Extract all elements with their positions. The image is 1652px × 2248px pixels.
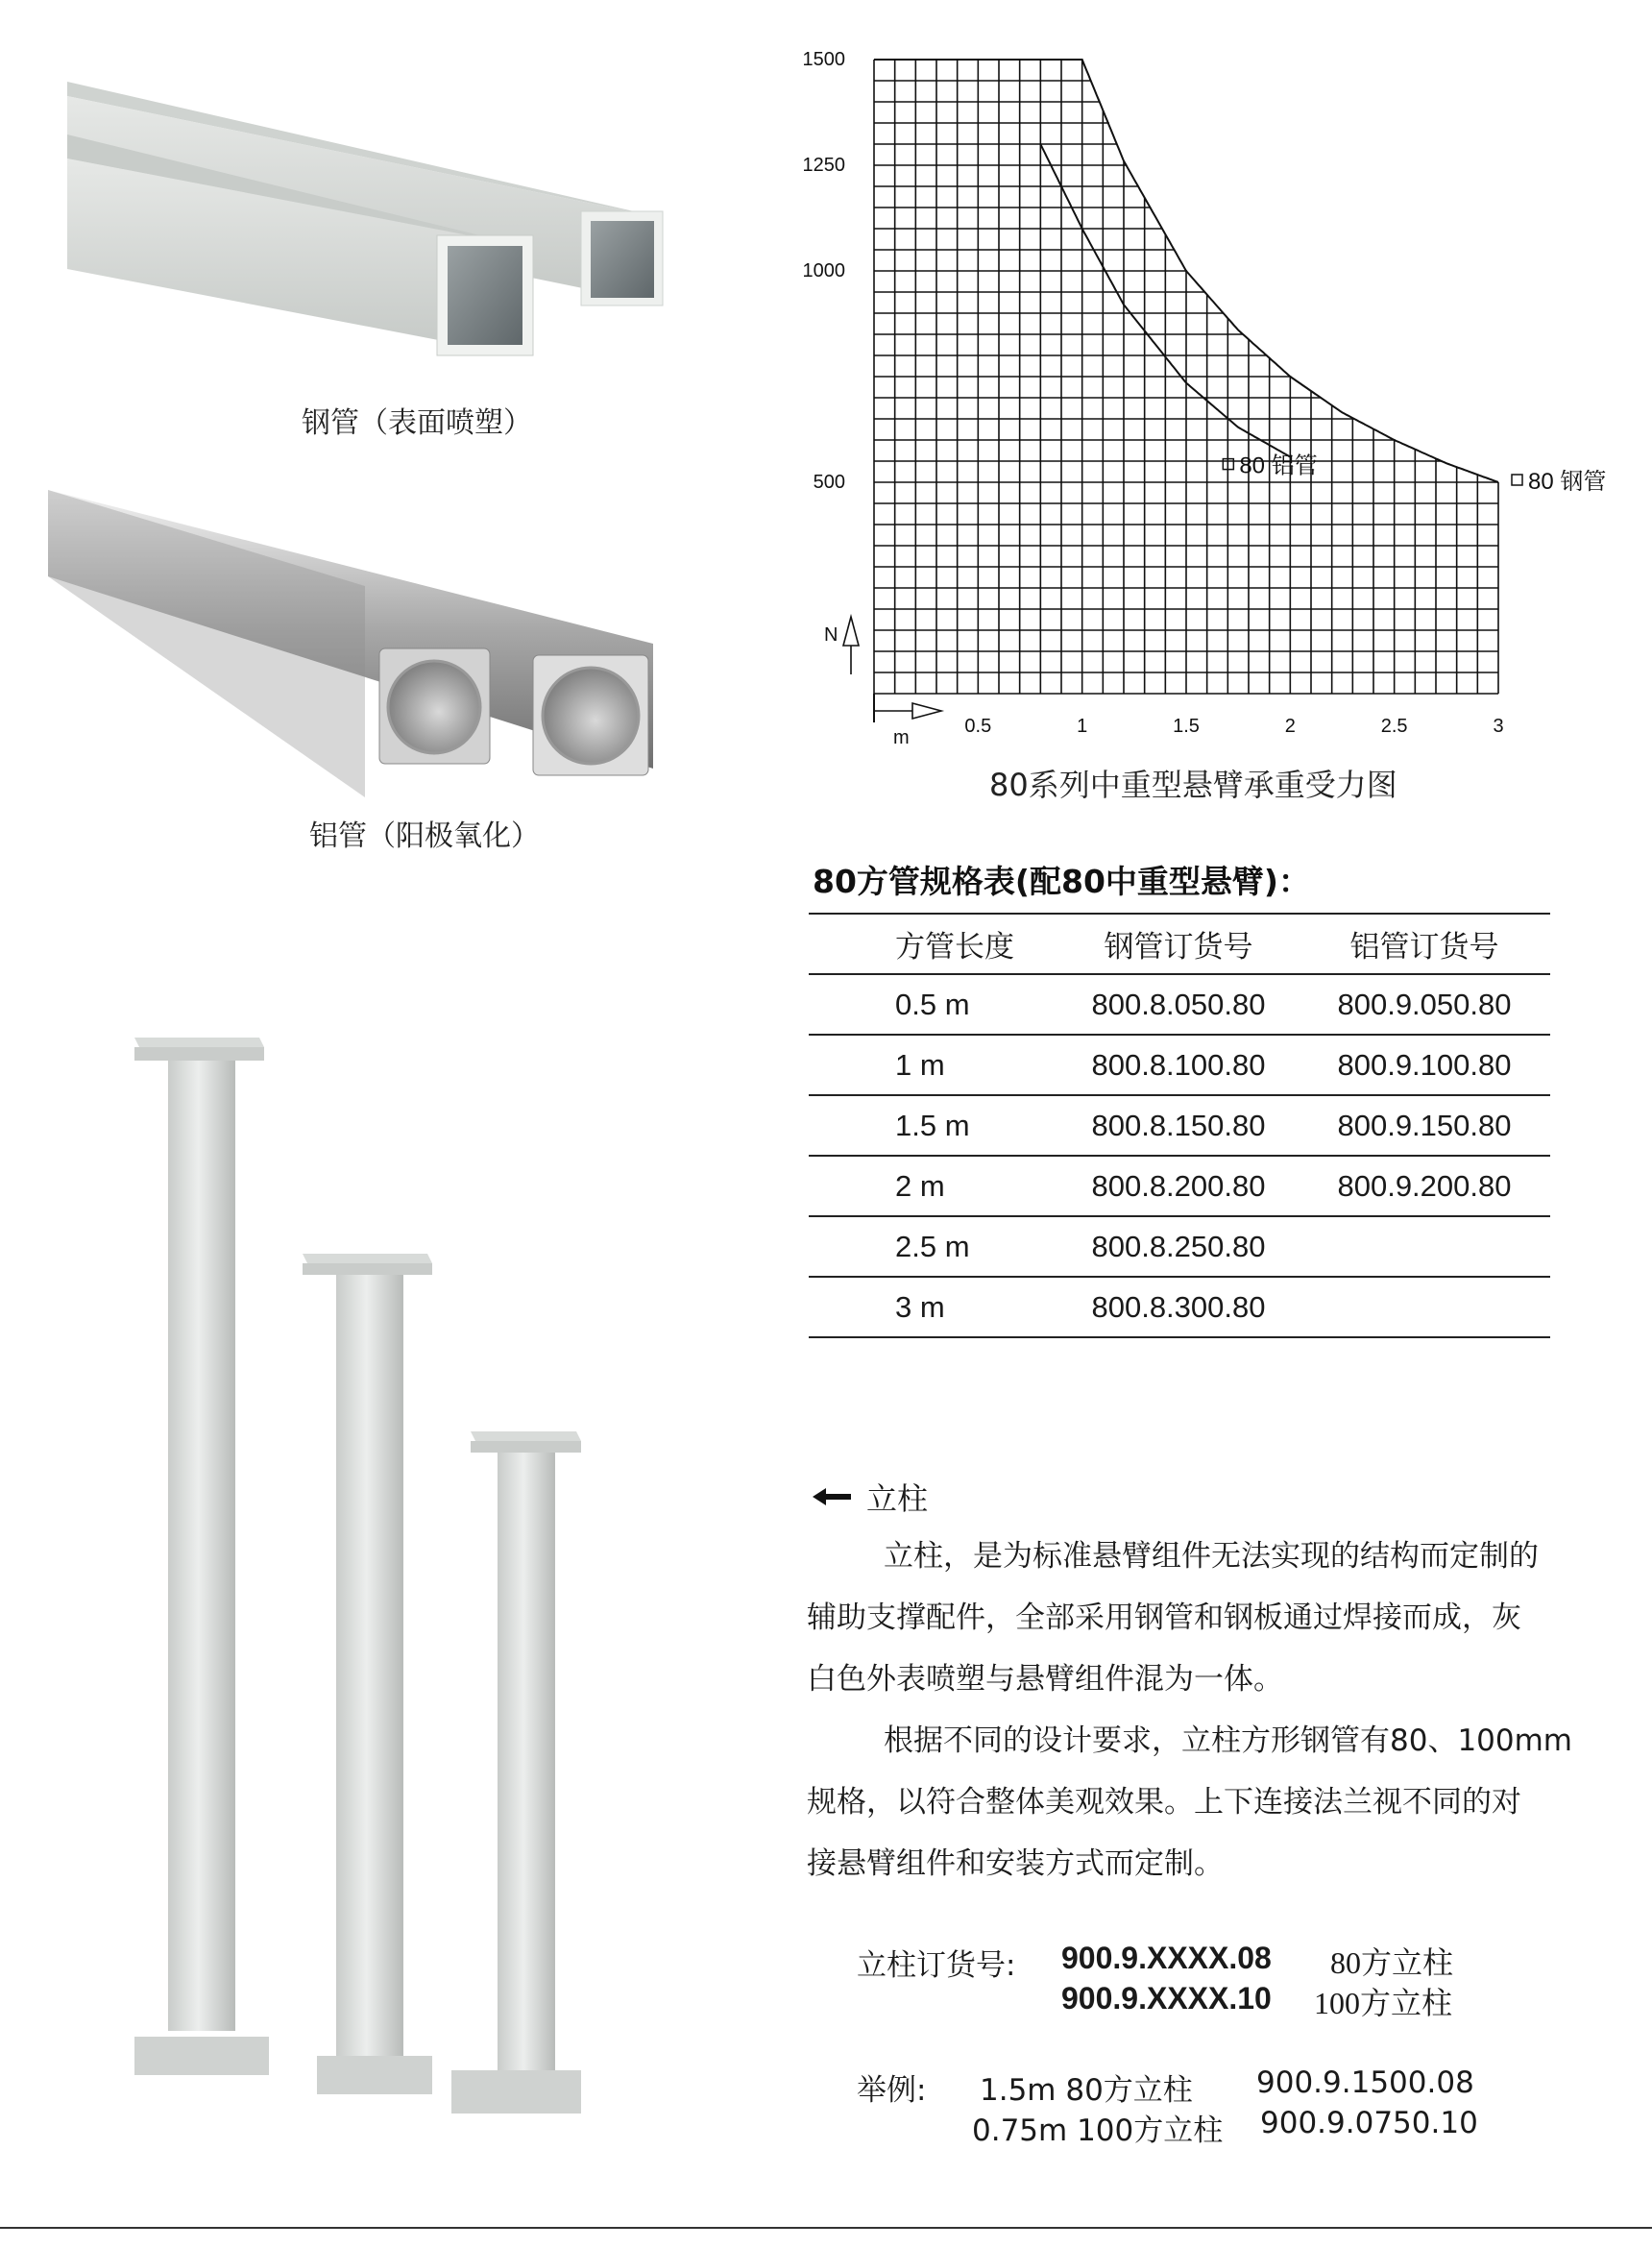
steel-tube-photo: [58, 67, 672, 394]
column-heading-text: 立柱: [866, 1480, 929, 1517]
cell-steel: 800.8.150.80: [1058, 1095, 1299, 1156]
header-length: 方管长度: [809, 914, 1058, 974]
table-row: [809, 1035, 1550, 1095]
header-steel-order-no: 钢管订货号: [1058, 914, 1299, 974]
para1-line1: 立柱，是为标准悬臂组件无法实现的结构而定制的: [884, 1539, 1539, 1574]
table-row: [809, 1277, 1550, 1337]
table-row: [809, 1156, 1550, 1216]
para2-line2: 规格，以符合整体美观效果。上下连接法兰视不同的对: [807, 1785, 1521, 1820]
y-tick-label: 1000: [802, 260, 845, 281]
table-row: [809, 1216, 1550, 1277]
column-description: [807, 1526, 1575, 1894]
cell-length: 2.5 m: [809, 1216, 1058, 1277]
x-tick-label: 1: [1077, 716, 1088, 737]
x-tick-label: 2.5: [1380, 716, 1408, 737]
cell-steel: 800.8.200.80: [1058, 1156, 1299, 1216]
example-2-code: 900.9.0750.10: [1260, 2106, 1478, 2140]
example-2-desc: 0.75m 100方立柱: [972, 2114, 1224, 2148]
order-desc-100: 100方立柱: [1314, 1986, 1453, 2020]
x-axis-arrow-icon: [912, 703, 941, 719]
cell-steel: 800.8.300.80: [1058, 1277, 1299, 1337]
cell-alu: 800.9.050.80: [1299, 974, 1550, 1035]
example-1-code: 900.9.1500.08: [1256, 2065, 1474, 2100]
order-code-100: 900.9.XXXX.10: [1061, 1981, 1272, 2016]
series-label-0: 80 钢管: [1528, 469, 1607, 495]
column-section-heading: [813, 1475, 928, 1519]
x-tick-label: 3: [1493, 716, 1504, 737]
arrow-left-icon: [813, 1487, 851, 1506]
y-tick-label: 1500: [802, 49, 845, 70]
table-row: [809, 1095, 1550, 1156]
cell-length: 2 m: [809, 1156, 1058, 1216]
series-label-1: 80 铝管: [1239, 452, 1318, 479]
para1-line2: 辅助支撑配件，全部采用钢管和钢板通过焊接而成，灰: [807, 1600, 1521, 1635]
cell-alu: 800.9.100.80: [1299, 1035, 1550, 1095]
x-tick-label: 2: [1284, 716, 1296, 737]
cell-length: 3 m: [809, 1277, 1058, 1337]
load-chart-svg: [768, 38, 1633, 769]
header-alu-order-no: 铝管订货号: [1299, 914, 1550, 974]
spec-table: [809, 913, 1550, 1338]
cell-length: 0.5 m: [809, 974, 1058, 1035]
x-tick-label: 1.5: [1173, 716, 1200, 737]
load-chart: [768, 38, 1633, 826]
order-desc-80: 80方立柱: [1330, 1945, 1454, 1980]
cell-alu: [1299, 1277, 1550, 1337]
spec-table-header-row: [809, 914, 1550, 974]
y-axis-label: N: [824, 624, 838, 646]
column-photo: [115, 1018, 615, 2142]
cell-alu: [1299, 1216, 1550, 1277]
para2-line1: 根据不同的设计要求，立柱方形钢管有80、100mm: [884, 1723, 1573, 1758]
y-tick-label: 500: [813, 472, 845, 493]
x-tick-label: 0.5: [964, 716, 992, 737]
example-1-desc: 1.5m 80方立柱: [980, 2073, 1193, 2108]
cell-alu: 800.9.200.80: [1299, 1156, 1550, 1216]
cell-steel: 800.8.100.80: [1058, 1035, 1299, 1095]
para2-line3: 接悬臂组件和安装方式而定制。: [807, 1846, 1224, 1881]
cell-length: 1.5 m: [809, 1095, 1058, 1156]
spec-table-title: 80方管规格表(配80中重型悬臂)：: [813, 863, 1311, 900]
cell-steel: 800.8.050.80: [1058, 974, 1299, 1035]
example-label: 举例:: [857, 2073, 927, 2108]
y-tick-label: 1250: [802, 155, 845, 176]
y-axis-arrow-icon: [843, 617, 859, 646]
steel-tube-caption: 钢管（表面喷塑）: [302, 406, 532, 440]
cell-alu: 800.9.150.80: [1299, 1095, 1550, 1156]
table-row: [809, 974, 1550, 1035]
aluminium-tube-caption: 铝管（阳极氧化）: [309, 819, 540, 853]
para1-line3: 白色外表喷塑与悬臂组件混为一体。: [807, 1662, 1283, 1697]
cell-length: 1 m: [809, 1035, 1058, 1095]
chart-title: 80系列中重型悬臂承重受力图: [989, 767, 1397, 803]
order-label: 立柱订货号:: [857, 1948, 1016, 1983]
page-bottom-rule: [0, 2227, 1652, 2229]
series-marker-0: [1512, 475, 1522, 485]
aluminium-tube-photo: [48, 480, 663, 797]
order-code-80: 900.9.XXXX.08: [1061, 1941, 1272, 1975]
x-axis-label: m: [893, 727, 910, 748]
cell-steel: 800.8.250.80: [1058, 1216, 1299, 1277]
